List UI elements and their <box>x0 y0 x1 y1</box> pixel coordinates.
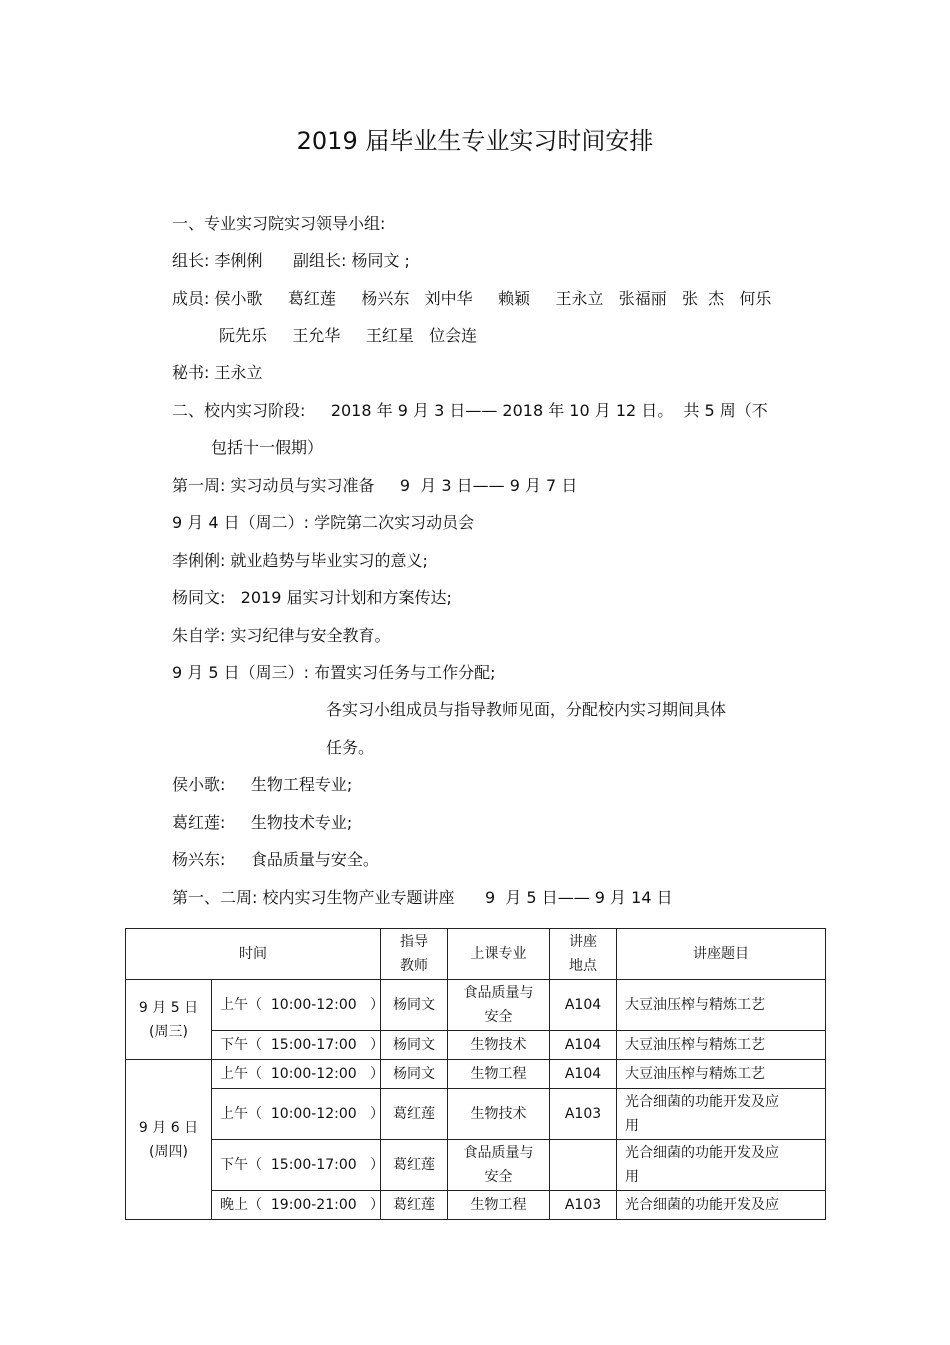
topic-cell: 光合细菌的功能开发及应 <box>617 1191 826 1220</box>
major-cell: 生物工程 <box>448 1060 550 1089</box>
place-cell: A103 <box>550 1191 617 1220</box>
header-teacher: 指导 教师 <box>381 929 448 980</box>
campus-stage-line-cont: 包括十一假期） <box>211 438 324 457</box>
teacher-cell: 葛红莲 <box>381 1089 448 1140</box>
major-cell: 食品质量与 安全 <box>448 980 550 1031</box>
header-major: 上课专业 <box>448 929 550 980</box>
speaker-yang-line: 杨同文: 2019 届实习计划和方案传达; <box>172 588 452 607</box>
table-row <box>126 1089 826 1140</box>
speaker-li-line: 李俐俐: 就业趋势与毕业实习的意义; <box>172 551 428 570</box>
major-cell: 生物工程 <box>448 1191 550 1220</box>
sep5-detail-line: 各实习小组成员与指导教师见面，分配校内实习期间具体 <box>326 700 727 719</box>
group-leader-line: 组长: 李俐俐 副组长: 杨同文 ; <box>172 251 410 270</box>
topic-cell: 光合细菌的功能开发及应 用 <box>617 1140 826 1191</box>
major-cell: 食品质量与 安全 <box>448 1140 550 1191</box>
lecture-series-line: 第一、二周: 校内实习生物产业专题讲座 9 月 5 日—— 9 月 14 日 <box>172 888 673 907</box>
table-row <box>126 980 826 1031</box>
major-cell: 生物技术 <box>448 1031 550 1060</box>
teacher-cell: 葛红莲 <box>381 1191 448 1220</box>
document-title: 2019 届毕业生专业实习时间安排 <box>296 127 654 155</box>
place-cell <box>550 1140 617 1191</box>
header-time: 时间 <box>126 929 381 980</box>
day-weekday: (周四) <box>149 1143 188 1160</box>
slot-cell: 晚上（ 19:00-21:00 ） <box>212 1191 381 1220</box>
day-cell-sep6 <box>126 1060 212 1220</box>
table-row <box>126 1031 826 1060</box>
sep4-line: 9 月 4 日（周二）: 学院第二次实习动员会 <box>172 513 475 532</box>
slot-cell: 下午（ 15:00-17:00 ） <box>212 1140 381 1191</box>
members-line: 成员: 侯小歌 葛红莲 杨兴东 刘中华 赖颖 王永立 张福丽 张 杰 何乐 <box>172 289 772 308</box>
slot-cell: 下午（ 15:00-17:00 ） <box>212 1031 381 1060</box>
assign-hou-line: 侯小歌: 生物工程专业; <box>172 775 353 794</box>
place-cell: A104 <box>550 980 617 1031</box>
place-cell: A104 <box>550 1031 617 1060</box>
topic-cell: 光合细菌的功能开发及应 用 <box>617 1089 826 1140</box>
topic-cell: 大豆油压榨与精炼工艺 <box>617 1031 826 1060</box>
table-header-row <box>126 929 826 980</box>
place-cell: A103 <box>550 1089 617 1140</box>
teacher-cell: 杨同文 <box>381 1031 448 1060</box>
assign-ge-line: 葛红莲: 生物技术专业; <box>172 813 353 832</box>
assign-yang-line: 杨兴东: 食品质量与安全。 <box>172 850 379 869</box>
campus-stage-line: 二、校内实习阶段: 2018 年 9 月 3 日—— 2018 年 10 月 12 日。 共 5 周（不 <box>172 401 768 420</box>
topic-cell: 大豆油压榨与精炼工艺 <box>617 1060 826 1089</box>
header-place: 讲座 地点 <box>550 929 617 980</box>
week1-line: 第一周: 实习动员与实习准备 9 月 3 日—— 9 月 7 日 <box>172 476 578 495</box>
teacher-cell: 杨同文 <box>381 1060 448 1089</box>
major-cell: 生物技术 <box>448 1089 550 1140</box>
table-row <box>126 1191 826 1220</box>
lecture-schedule-table <box>125 928 826 1220</box>
day-cell-sep5 <box>126 980 212 1060</box>
members-line-cont: 阮先乐 王允华 王红星 位会连 <box>219 326 478 345</box>
teacher-cell: 葛红莲 <box>381 1140 448 1191</box>
slot-cell: 上午（ 10:00-12:00 ） <box>212 1089 381 1140</box>
leadership-heading: 一、专业实习院实习领导小组: <box>172 214 386 233</box>
slot-cell: 上午（ 10:00-12:00 ） <box>212 980 381 1031</box>
slot-cell: 上午（ 10:00-12:00 ） <box>212 1060 381 1089</box>
table-row <box>126 1140 826 1191</box>
topic-cell: 大豆油压榨与精炼工艺 <box>617 980 826 1031</box>
secretary-line: 秘书: 王永立 <box>172 363 263 382</box>
speaker-zhu-line: 朱自学: 实习纪律与安全教育。 <box>172 626 391 645</box>
table-row <box>126 1060 826 1089</box>
day-date: 9 月 6 日 <box>138 1119 199 1136</box>
sep5-line: 9 月 5 日（周三）: 布置实习任务与工作分配; <box>172 663 496 682</box>
sep5-detail-line-cont: 任务。 <box>326 738 375 757</box>
place-cell: A104 <box>550 1060 617 1089</box>
day-weekday: (周三) <box>149 1023 188 1040</box>
teacher-cell: 杨同文 <box>381 980 448 1031</box>
day-date: 9 月 5 日 <box>138 999 199 1016</box>
header-topic: 讲座题目 <box>617 929 826 980</box>
